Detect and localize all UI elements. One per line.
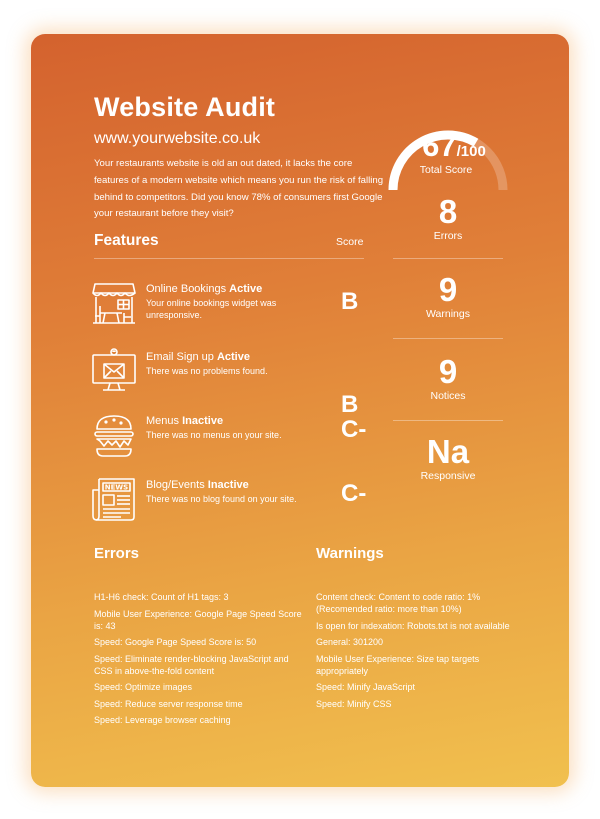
- feature-name: Online Bookings: [146, 283, 227, 295]
- list-item: Speed: Leverage browser caching: [94, 715, 231, 725]
- feature-description: There was no menus on your site.: [146, 430, 282, 440]
- stat-notices-value: 9: [438, 353, 458, 390]
- feature-description: There was no blog found on your site.: [146, 494, 297, 504]
- feature-description: Your online bookings widget was unresponsive.: [146, 298, 277, 320]
- warnings-heading: Warnings: [316, 545, 384, 562]
- errors-heading: Errors: [94, 545, 140, 562]
- features-heading: Features: [94, 232, 159, 249]
- total-score-max: /100: [456, 143, 486, 160]
- stat-responsive: [393, 434, 503, 482]
- feature-title: [146, 415, 223, 427]
- stat-errors-label: Errors: [433, 230, 463, 242]
- list-item: H1-H6 check: Count of H1 tags: 3: [94, 592, 229, 602]
- list-item: Speed: Eliminate render-blocking JavaScript and CSS in above-the-fold content: [94, 653, 289, 676]
- list-item: Speed: Google Page Speed Score is: 50: [94, 637, 257, 647]
- divider: [393, 258, 503, 259]
- list-item: Speed: Minify CSS: [316, 698, 392, 709]
- feature-online-bookings: [91, 280, 381, 328]
- stat-notices-label: Notices: [430, 390, 466, 402]
- list-item: Mobile User Experience: Google Page Speed Score is: 43: [94, 608, 302, 631]
- burger-icon: [91, 412, 137, 458]
- audit-card: [31, 34, 569, 787]
- feature-status: Active: [216, 351, 250, 363]
- errors-list: [94, 591, 309, 731]
- divider: [393, 338, 503, 339]
- list-item: General: 301200: [316, 637, 384, 647]
- list-item: Mobile User Experience: Size tap targets appropriately: [316, 653, 480, 676]
- list-item: Is open for indexation: Robots.txt is not available: [316, 620, 510, 631]
- feature-menus: [91, 412, 381, 460]
- stat-responsive-value: Na: [426, 433, 470, 470]
- page-title: Website Audit: [94, 92, 276, 122]
- list-item: Content check: Content to code ratio: 1% (Recomended ratio: more than 10%): [316, 592, 481, 614]
- total-score: [409, 128, 499, 164]
- feature-name: Menus: [146, 415, 180, 427]
- feature-status: Active: [229, 283, 263, 295]
- stat-notices: [393, 354, 503, 402]
- feature-status: Inactive: [182, 415, 224, 427]
- divider: [94, 258, 364, 259]
- feature-name: Email Sign up: [146, 351, 214, 363]
- divider: [393, 420, 503, 421]
- feature-description: There was no problems found.: [146, 366, 268, 376]
- feature-name: Blog/Events: [146, 479, 205, 491]
- grade-online-bookings: B: [341, 288, 359, 315]
- grade-menus: C-: [341, 416, 367, 443]
- feature-title: [146, 479, 249, 491]
- website-url: www.yourwebsite.co.uk: [94, 130, 261, 147]
- stat-responsive-label: Responsive: [420, 470, 476, 482]
- score-column-heading: Score: [336, 236, 364, 248]
- stat-warnings-value: 9: [438, 271, 458, 308]
- feature-blog-events: [91, 476, 381, 524]
- svg-text:NEWS: NEWS: [104, 483, 129, 492]
- warnings-list: [316, 591, 531, 714]
- newspaper-icon: [91, 476, 137, 522]
- total-score-value: 67: [422, 128, 457, 163]
- stat-errors: [393, 194, 503, 242]
- list-item: Speed: Optimize images: [94, 682, 193, 692]
- stat-warnings-label: Warnings: [426, 308, 470, 320]
- stat-errors-value: 8: [438, 193, 458, 230]
- list-item: Speed: Minify JavaScript: [316, 682, 416, 692]
- intro-text: Your restaurants website is old an out dated, it lacks the core features of a modern website which means you run the risk of falling behind to competitors. Did you know 78% of consumers first Google your restaurant before they visit?: [94, 158, 384, 220]
- feature-email-signup: [91, 348, 381, 396]
- list-item: Speed: Reduce server response time: [94, 698, 243, 709]
- feature-title: [146, 283, 262, 295]
- feature-title: [146, 351, 250, 363]
- storefront-icon: [91, 280, 137, 326]
- grade-blog-events: C-: [341, 480, 367, 507]
- total-score-label: Total Score: [419, 164, 473, 176]
- grade-email-signup: B: [341, 391, 359, 418]
- stat-warnings: [393, 272, 503, 320]
- feature-status: Inactive: [207, 479, 249, 491]
- email-monitor-icon: [91, 348, 137, 394]
